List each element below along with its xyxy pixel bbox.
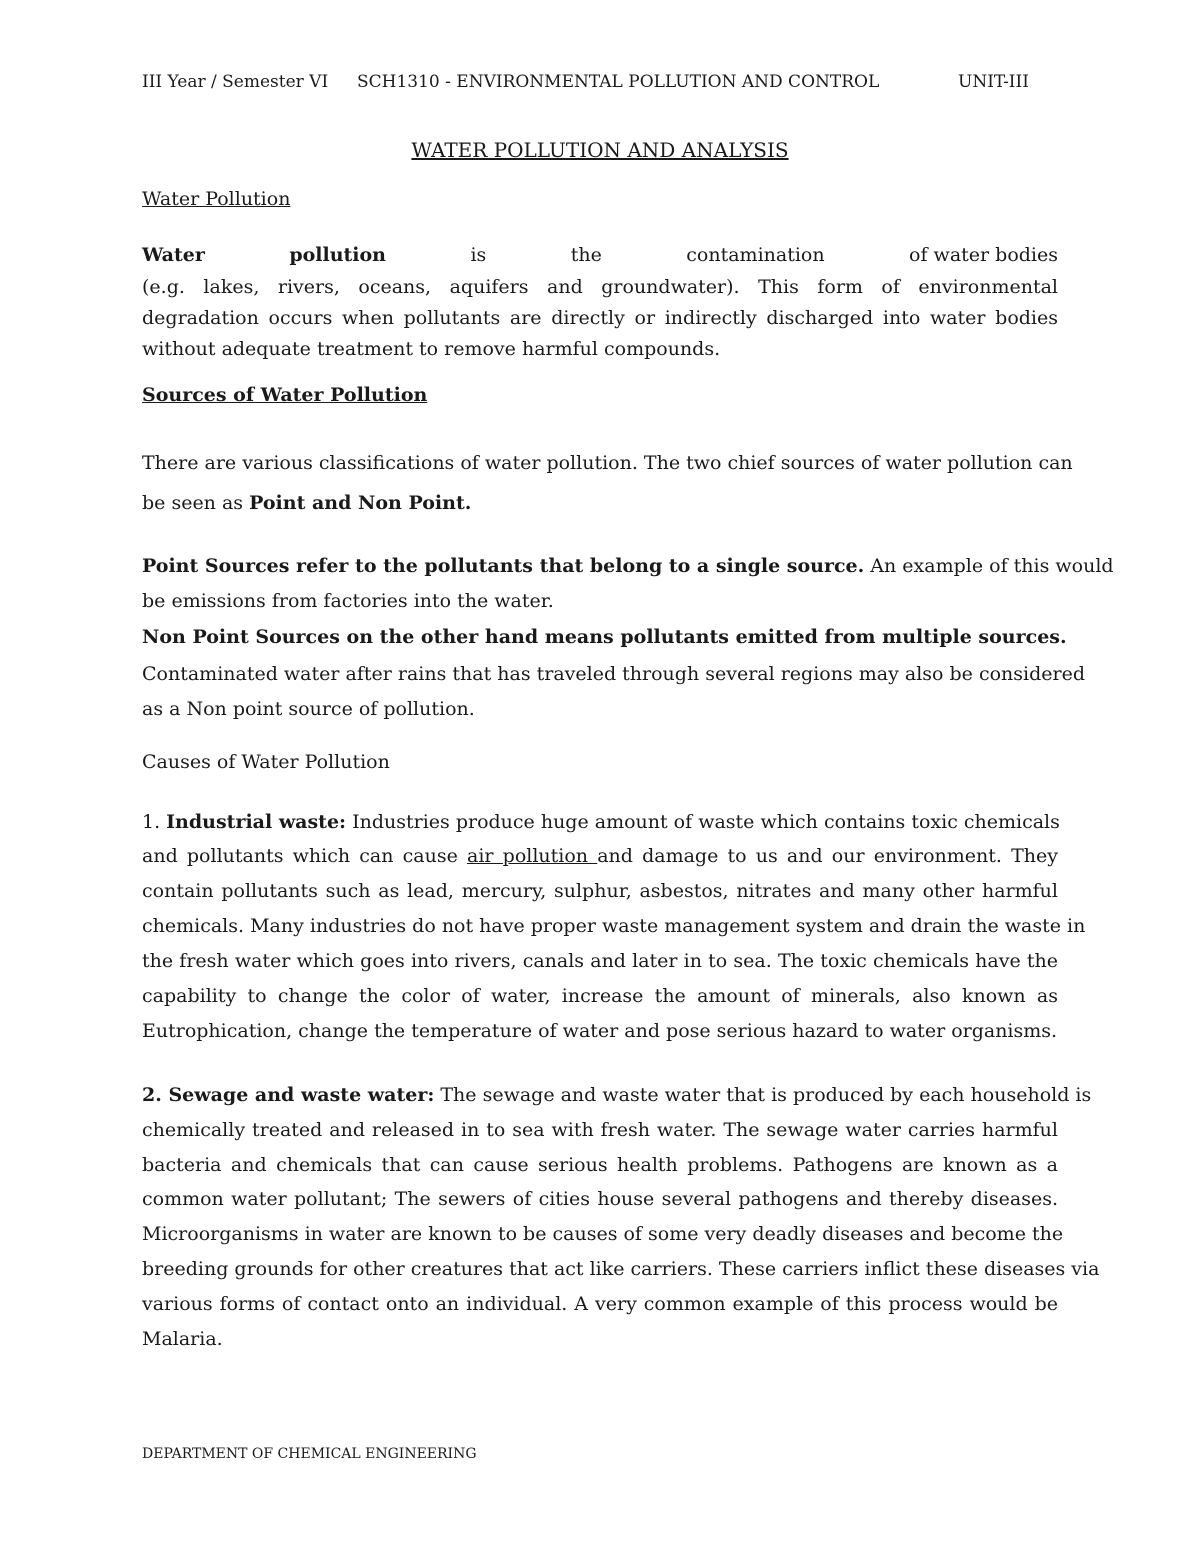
sources-line-2: be seen as Point and Non Point. bbox=[142, 492, 472, 514]
cause-1-line-3: contain pollutants such as lead, mercury, sulphur, asbestos, nitrates and many other harmful bbox=[142, 880, 1058, 902]
section-heading-causes: Causes of Water Pollution bbox=[142, 751, 390, 773]
header-unit: UNIT-III bbox=[958, 72, 1029, 92]
cause-1-line-2: and pollutants which can cause air pollution and damage to us and our environment. They bbox=[142, 845, 1058, 867]
intro-line-3: degradation occurs when pollutants are directly or indirectly discharged into water bodies bbox=[142, 307, 1058, 329]
intro-word-6: of water bodies bbox=[909, 244, 1058, 266]
nonpoint-sources-line-2: Contaminated water after rains that has traveled through several regions may also be considered bbox=[142, 663, 1085, 685]
cause-2-line-5: Microorganisms in water are known to be causes of some very deadly diseases and become the bbox=[142, 1223, 1064, 1245]
cause-2-line-8: Malaria. bbox=[142, 1328, 223, 1350]
footer-department: DEPARTMENT OF CHEMICAL ENGINEERING bbox=[142, 1446, 477, 1462]
section-heading-sources: Sources of Water Pollution bbox=[142, 384, 428, 406]
cause-2-line-4: common water pollutant; The sewers of cities house several pathogens and thereby diseases. bbox=[142, 1188, 1058, 1210]
cause-1-line-1: 1. Industrial waste: Industries produce huge amount of waste which contains toxic chemicals bbox=[142, 811, 1060, 833]
intro-line-2: (e.g. lakes, rivers, oceans, aquifers and groundwater). This form of environmental bbox=[142, 276, 1058, 298]
point-sources-line-1: Point Sources refer to the pollutants that belong to a single source. An example of this would bbox=[142, 555, 1114, 577]
header-course: SCH1310 - ENVIRONMENTAL POLLUTION AND CONTROL bbox=[357, 72, 880, 92]
nonpoint-sources-line-3: as a Non point source of pollution. bbox=[142, 698, 475, 720]
intro-word-1: Water bbox=[142, 244, 205, 266]
header-semester: III Year / Semester VI bbox=[142, 72, 329, 92]
cause-1-line-7: Eutrophication, change the temperature of water and pose serious hazard to water organisms. bbox=[142, 1020, 1058, 1042]
sources-line-1: There are various classifications of water pollution. The two chief sources of water pollution can bbox=[142, 452, 1073, 474]
cause-2-line-2: chemically treated and released in to sea with fresh water. The sewage water carries harmful bbox=[142, 1119, 1058, 1141]
intro-word-2: pollution bbox=[289, 244, 387, 266]
cause-2-line-3: bacteria and chemicals that can cause serious health problems. Pathogens are known as a bbox=[142, 1154, 1058, 1176]
section-heading-water-pollution: Water Pollution bbox=[142, 188, 291, 210]
cause-2-line-6: breeding grounds for other creatures that act like carriers. These carriers inflict these diseases via bbox=[142, 1258, 1100, 1280]
point-sources-line-2: be emissions from factories into the water. bbox=[142, 590, 554, 612]
cause-1-line-5: the fresh water which goes into rivers, canals and later in to sea. The toxic chemicals have the bbox=[142, 950, 1058, 972]
cause-1-line-4: chemicals. Many industries do not have proper waste management system and drain the waste in bbox=[142, 915, 1086, 937]
air-pollution-link[interactable]: air pollution bbox=[467, 845, 598, 867]
intro-line-1 bbox=[142, 244, 1058, 266]
page-title: WATER POLLUTION AND ANALYSIS bbox=[411, 138, 789, 162]
intro-line-4: without adequate treatment to remove harmful compounds. bbox=[142, 338, 721, 360]
cause-2-line-7: various forms of contact onto an individual. A very common example of this process would be bbox=[142, 1293, 1058, 1315]
nonpoint-sources-line-1: Non Point Sources on the other hand means pollutants emitted from multiple sources. bbox=[142, 626, 1067, 648]
cause-2-line-1: 2. Sewage and waste water: The sewage and waste water that is produced by each household is bbox=[142, 1084, 1092, 1106]
intro-word-3: is bbox=[470, 244, 487, 266]
intro-word-4: the bbox=[570, 244, 602, 266]
intro-word-5: contamination bbox=[686, 244, 825, 266]
cause-1-line-6: capability to change the color of water, increase the amount of minerals, also known as bbox=[142, 985, 1058, 1007]
